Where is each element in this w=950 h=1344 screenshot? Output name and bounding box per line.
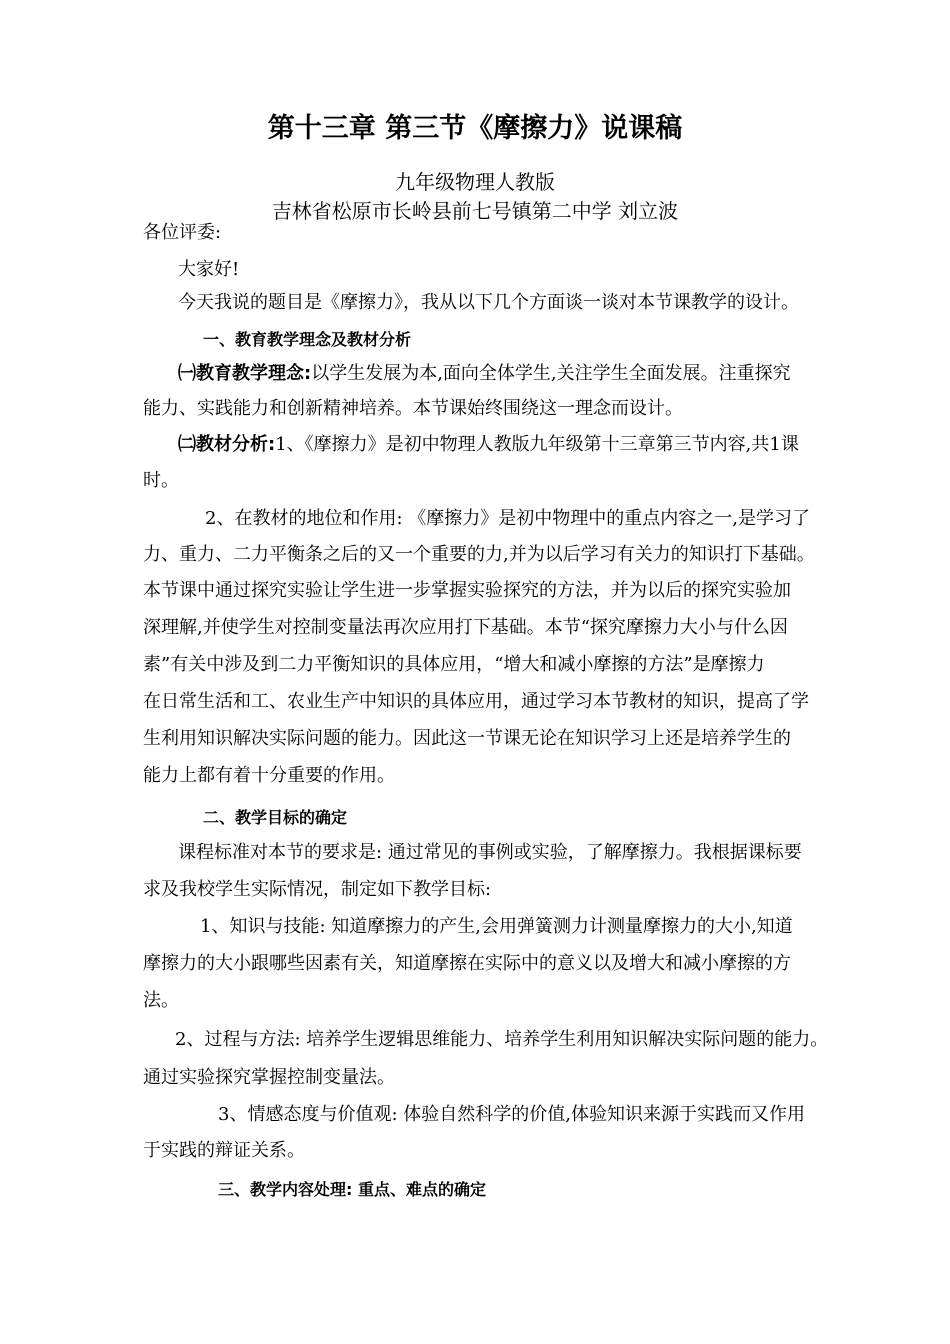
paragraph-line: 于实践的辩证关系。 [143, 1140, 305, 1161]
author-line: 吉林省松原市长岭县前七号镇第二中学 刘立波 [271, 199, 679, 223]
paragraph-line: 深理解,并使学生对控制变量法再次应用打下基础。本节“探究摩擦力大小与什么因 [143, 617, 788, 638]
paragraph-line: 法。 [143, 990, 179, 1011]
salutation: 各位评委: [143, 222, 222, 243]
section-heading-3: 三、教学内容处理: 重点、难点的确定 [218, 1180, 486, 1199]
paragraph-line [178, 434, 799, 456]
section-heading-1: 一、教育教学理念及教材分析 [203, 330, 412, 349]
paragraph-line: 通过实验探究掌握控制变量法。 [143, 1067, 395, 1088]
section-heading-2: 二、教学目标的确定 [203, 808, 348, 827]
document-title: 第十三章 第三节《摩擦力》说课稿 [267, 113, 683, 144]
paragraph-line: 能力上都有着十分重要的作用。 [143, 765, 395, 786]
paragraph-text: 1、《摩擦力》是初中物理人教版九年级第十三章第三节内容,共1课 [275, 434, 799, 455]
paragraph-line: 3、情感态度与价值观: 体验自然科学的价值,体验知识来源于实践而又作用 [218, 1104, 805, 1125]
paragraph-line: 2、在教材的地位和作用: 《摩擦力》是初中物理中的重点内容之一,是学习了 [205, 508, 810, 529]
paragraph-label: ㈠教育教学理念: [178, 363, 312, 384]
paragraph-line: 课程标准对本节的要求是: 通过常见的事例或实验，了解摩擦力。我根据课标要 [178, 842, 802, 863]
document-subtitle: 九年级物理人教版 [395, 170, 555, 194]
paragraph-line: 时。 [143, 470, 179, 491]
greeting: 大家好! [178, 259, 240, 280]
paragraph-line: 生利用知识解决实际问题的能力。因此这一节课无论在知识学习上还是培养学生的 [143, 728, 791, 749]
paragraph-line: 素”有关中涉及到二力平衡知识的具体应用，“增大和减小摩擦的方法”是摩擦力 [143, 654, 765, 675]
paragraph-label: ㈡教材分析: [178, 434, 276, 455]
paragraph-line: 2、过程与方法: 培养学生逻辑思维能力、培养学生利用知识解决实际问题的能力。 [175, 1029, 829, 1050]
paragraph-line: 求及我校学生实际情况，制定如下教学目标: [143, 879, 492, 900]
paragraph-line: 力、重力、二力平衡条之后的又一个重要的力,并为以后学习有关力的知识打下基础。 [143, 544, 815, 565]
paragraph-line: 能力、实践能力和创新精神培养。本节课始终围绕这一理念而设计。 [143, 398, 683, 419]
paragraph-line: 本节课中通过探究实验让学生进一步掌握实验探究的方法，并为以后的探究实验加 [143, 580, 791, 601]
intro-paragraph: 今天我说的题目是《摩擦力》，我从以下几个方面谈一谈对本节课教学的设计。 [178, 292, 799, 313]
paragraph-text: 以学生发展为本,面向全体学生,关注学生全面发展。注重探究 [311, 363, 791, 384]
paragraph-line: 摩擦力的大小跟哪些因素有关，知道摩擦在实际中的意义以及增大和减小摩擦的方 [143, 953, 791, 974]
paragraph-line: 1、知识与技能: 知道摩擦力的产生,会用弹簧测力计测量摩擦力的大小,知道 [200, 916, 793, 937]
paragraph-line [178, 363, 791, 385]
paragraph-line: 在日常生活和工、农业生产中知识的具体应用，通过学习本节教材的知识，提高了学 [143, 691, 809, 712]
